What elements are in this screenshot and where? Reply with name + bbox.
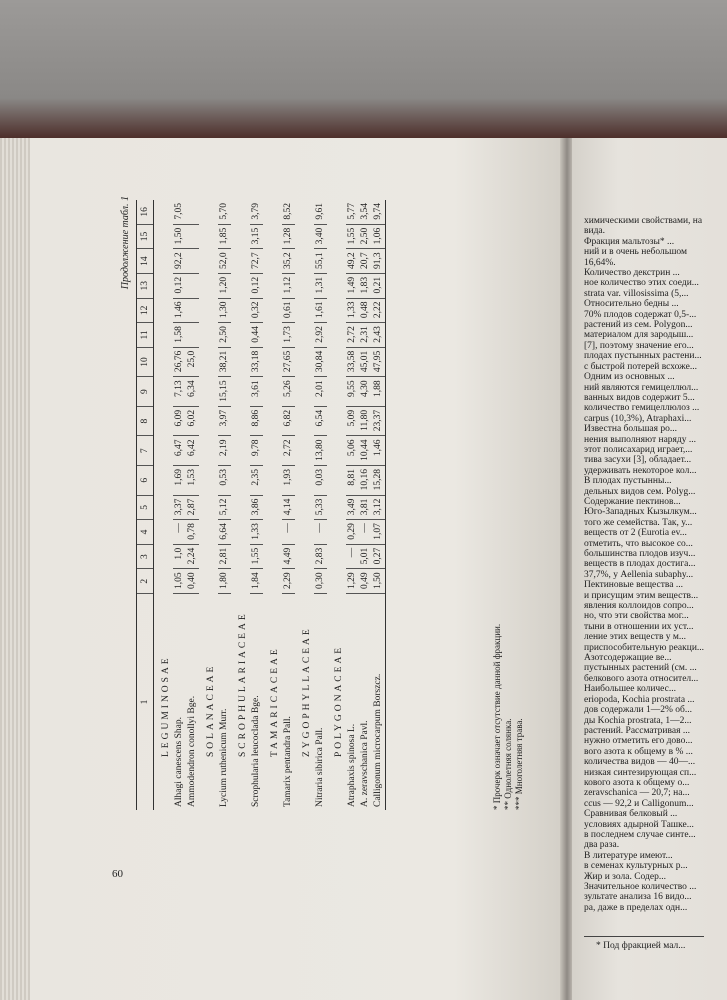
value-cell: 1,28 [282, 224, 295, 249]
value-cell: — [359, 520, 372, 545]
table-continuation-title: Продолжение табл. 1 [120, 196, 131, 290]
value-cell: — [173, 520, 186, 545]
value-cell: 92,2 [173, 249, 186, 274]
table-body [154, 200, 386, 810]
value-cell: 27,65 [282, 347, 295, 377]
text-line: но, что эти свойства мог... [584, 611, 689, 622]
text-line: ванных видов содержит 5... [584, 392, 695, 403]
text-line: приспособительную реакци... [584, 642, 705, 653]
column-header: 7 [137, 436, 154, 466]
value-cell: 3,79 [250, 200, 263, 224]
column-header: 1 [137, 594, 154, 811]
value-cell: 13,80 [314, 436, 327, 466]
table-row [359, 200, 372, 810]
value-cell: 2,24 [186, 544, 199, 569]
table-row [173, 200, 186, 810]
table-row [346, 200, 359, 810]
value-cell: 1,88 [372, 377, 386, 407]
column-header: 11 [137, 323, 154, 348]
value-cell: 2,31 [359, 323, 372, 348]
value-cell: 9,74 [372, 200, 386, 224]
table-row [372, 200, 386, 810]
text-line: и присущим этим веществ... [584, 590, 699, 601]
value-cell: 8,86 [250, 406, 263, 436]
text-line: 37,7%, у Aellenia subaphy... [584, 569, 694, 580]
value-cell: 1,84 [250, 569, 263, 594]
value-cell [186, 298, 199, 323]
text-line: большинства плодов изуч... [584, 549, 696, 559]
column-header: 5 [137, 495, 154, 520]
text-line: Пектиновые вещества ... [584, 580, 683, 591]
value-cell: 23,37 [372, 406, 386, 436]
column-header: 4 [137, 520, 154, 545]
text-line: нужно отметить его дово... [584, 736, 693, 747]
text-line: Количество декстрин ... [584, 268, 680, 279]
value-cell: 1,07 [372, 520, 386, 545]
value-cell: 0,27 [372, 544, 386, 569]
value-cell: 1,46 [372, 436, 386, 466]
value-cell: 9,78 [250, 436, 263, 466]
background-top [0, 0, 727, 140]
table-row [282, 200, 295, 810]
family-name: LEGUMINOSAE [161, 655, 171, 757]
text-line: явления коллоидов сопро... [584, 601, 694, 612]
page-number: 60 [112, 868, 123, 880]
value-cell: 15,28 [372, 466, 386, 496]
value-cell: 26,76 [173, 347, 186, 377]
value-cell [186, 273, 199, 298]
text-line: с быстрой потерей всхоже... [584, 361, 697, 372]
family-name: POLYGONACEAE [334, 644, 344, 757]
value-cell: 3,54 [359, 200, 372, 224]
text-line: растений. Рассматривая ... [584, 725, 690, 736]
value-cell: 33,18 [250, 347, 263, 377]
text-line: пустынных растений (см. ... [584, 663, 697, 674]
footnote: *** Многолетняя трава. [514, 718, 524, 810]
text-line: белкового азота относител... [584, 673, 699, 684]
value-cell: 1,50 [173, 224, 186, 249]
footnote: ** Однолетняя солянка. [503, 718, 513, 810]
value-cell: 15,15 [218, 377, 231, 407]
value-cell: 6,54 [314, 406, 327, 436]
value-cell: 1,55 [346, 224, 359, 249]
species-name-cell: Lycium ruthenicum Murr. [219, 708, 229, 807]
species-name-cell: Tamarix pentandra Pall. [283, 716, 293, 807]
value-cell: 3,61 [250, 377, 263, 407]
value-cell: 2,35 [250, 466, 263, 496]
value-cell: 0,78 [186, 520, 199, 545]
text-line: carpus (10,3%), Atraphaxi... [584, 413, 692, 424]
value-cell: 3,81 [359, 495, 372, 520]
value-cell: 1,61 [314, 298, 327, 323]
value-cell: 25,0 [186, 347, 199, 377]
value-cell: 2,72 [282, 436, 295, 466]
value-cell: 0,49 [359, 569, 372, 594]
text-line: в последнем случае синте... [584, 829, 696, 840]
value-cell: 2,92 [314, 323, 327, 348]
text-line: Известна большая ро... [584, 424, 677, 435]
family-row [199, 200, 218, 810]
value-cell: 5,06 [346, 436, 359, 466]
species-name-cell: Scrophularia leucoclada Bge. [251, 695, 261, 807]
value-cell [186, 249, 199, 274]
text-line: zeravschanica — 20,7; на... [584, 788, 690, 799]
data-table [136, 200, 386, 810]
value-cell: 1,33 [250, 520, 263, 545]
value-cell: 2,01 [314, 377, 327, 407]
table-row [250, 200, 263, 810]
value-cell: 2,22 [372, 298, 386, 323]
value-cell: 0,61 [282, 298, 295, 323]
value-cell: 0,48 [359, 298, 372, 323]
value-cell: 2,29 [282, 569, 295, 594]
value-cell: 6,82 [282, 406, 295, 436]
value-cell: 33,58 [346, 347, 359, 377]
value-cell: 0,12 [173, 273, 186, 298]
value-cell: 2,19 [218, 436, 231, 466]
text-line: Содержание пектинов... [584, 496, 681, 507]
value-cell: 1,58 [173, 323, 186, 348]
value-cell: 3,40 [314, 224, 327, 249]
text-line: веществ в плодах достига... [584, 559, 696, 570]
text-line: ccus — 92,2 и Calligonum... [584, 798, 694, 809]
value-cell: 1,53 [186, 466, 199, 496]
value-cell: 0,53 [218, 466, 231, 496]
text-line: кового азота к общему о... [584, 777, 690, 788]
family-name: SOLANACEAE [206, 663, 216, 757]
value-cell: 4,30 [359, 377, 372, 407]
value-cell: 2,83 [314, 544, 327, 569]
value-cell: 5,26 [282, 377, 295, 407]
column-header: 6 [137, 466, 154, 496]
text-line: низкая синтезирующая сп... [584, 767, 697, 778]
value-cell: 10,16 [359, 466, 372, 496]
text-line: ра, даже в пределах одн... [584, 902, 688, 913]
species-name-cell: Atraphaxis spinosa L. [347, 723, 357, 807]
text-line: количество гемицеллюлоз ... [584, 403, 700, 414]
table-row [218, 200, 231, 810]
species-name-cell: Alhagi canescens Shap. [174, 717, 184, 807]
value-cell: 6,47 [173, 436, 186, 466]
value-cell: 72,7 [250, 249, 263, 274]
table-row [186, 200, 199, 810]
value-cell: — [282, 520, 295, 545]
value-cell: 5,09 [346, 406, 359, 436]
value-cell: 6,02 [186, 406, 199, 436]
text-line: удерживать некоторое кол... [584, 465, 697, 476]
value-cell: 1,46 [173, 298, 186, 323]
value-cell: 3,49 [346, 495, 359, 520]
value-cell: 2,72 [346, 323, 359, 348]
text-line: [7], поэтому значение его... [584, 340, 694, 351]
value-cell: 8,81 [346, 466, 359, 496]
value-cell: 6,42 [186, 436, 199, 466]
family-row [154, 200, 174, 810]
value-cell: 0,21 [372, 273, 386, 298]
value-cell: 5,70 [218, 200, 231, 224]
text-line: Относительно бедны ... [584, 299, 679, 310]
value-cell: 2,50 [218, 323, 231, 348]
text-line: этот полисахарид играет,... [584, 444, 693, 455]
column-header: 3 [137, 544, 154, 569]
text-line: вого азота к общему в % ... [584, 746, 693, 757]
value-cell: 1,06 [372, 224, 386, 249]
value-cell: 20,7 [359, 249, 372, 274]
text-line: Юго-Западных Кызылкум... [584, 507, 697, 518]
column-header: 9 [137, 377, 154, 407]
column-header: 15 [137, 224, 154, 249]
value-cell: 5,01 [359, 544, 372, 569]
text-line: отметить, что высокое со... [584, 538, 693, 549]
value-cell: 55,1 [314, 249, 327, 274]
value-cell: 3,37 [173, 495, 186, 520]
text-line: strata var. villosissima (5,... [584, 288, 689, 299]
value-cell: 0,44 [250, 323, 263, 348]
value-cell: 35,2 [282, 249, 295, 274]
value-cell [186, 200, 199, 224]
text-line: тыни в отношении их уст... [584, 621, 694, 632]
value-cell: 3,86 [250, 495, 263, 520]
text-line: ное количество этих соеди... [584, 278, 699, 289]
text-line: Фракция мальтозы* ... [584, 236, 675, 247]
column-header: 10 [137, 347, 154, 377]
column-header: 8 [137, 406, 154, 436]
value-cell: 1,85 [218, 224, 231, 249]
text-line: ний являются гемицеллюл... [584, 382, 699, 393]
value-cell: — [314, 520, 327, 545]
right-page-footnote: * Под фракцией мал... [596, 941, 686, 951]
text-line: условиях адырной Ташке... [584, 819, 694, 830]
text-line: материалом для зародыш... [584, 330, 694, 341]
value-cell: 1,50 [372, 569, 386, 594]
value-cell: 5,33 [314, 495, 327, 520]
species-name-cell: Nitraria sibirica Pall. [315, 727, 325, 807]
value-cell: 0,30 [314, 569, 327, 594]
text-line: в семенах культурных р... [584, 861, 688, 872]
text-line: Значительное количество ... [584, 882, 697, 892]
value-cell: 0,12 [250, 273, 263, 298]
value-cell: 1,33 [346, 298, 359, 323]
value-cell: 52,0 [218, 249, 231, 274]
value-cell: 5,77 [346, 200, 359, 224]
value-cell: 1,73 [282, 323, 295, 348]
value-cell: 1,12 [282, 273, 295, 298]
value-cell: 4,49 [282, 544, 295, 569]
text-line: плодах пустынных растени... [584, 351, 702, 362]
text-line: Одним из основных ... [584, 372, 675, 383]
text-line: дельных видов сем. Polyg... [584, 486, 696, 497]
value-cell: 1,05 [173, 569, 186, 594]
text-line: нения выполняют наряду ... [584, 434, 696, 445]
species-name-cell: Calligonum microcarpum Borszcz. [372, 594, 386, 811]
text-line: eriopoda, Kochia prostrata ... [584, 694, 695, 705]
value-cell: 8,52 [282, 200, 295, 224]
right-page [572, 138, 727, 1000]
text-line: Азотсодержащие ве... [584, 653, 672, 664]
value-cell: 6,34 [186, 377, 199, 407]
text-line: веществ от 2 (Eurotia ev... [584, 528, 687, 539]
value-cell: 1,49 [346, 273, 359, 298]
text-line: химическими свойствами, на [584, 216, 703, 226]
page-edge [0, 138, 30, 1000]
text-line: Наибольшее количес... [584, 684, 676, 695]
table-footnotes [492, 624, 525, 810]
value-cell: 3,12 [372, 495, 386, 520]
text-line: количества видов — 40—... [584, 757, 696, 768]
value-cell: 5,12 [218, 495, 231, 520]
text-line: ний и в очень небольшом [584, 247, 687, 258]
value-cell: 47,95 [372, 347, 386, 377]
value-cell: 1,31 [314, 273, 327, 298]
text-line: тива засухи [3], обладает... [584, 455, 692, 466]
value-cell: 2,50 [359, 224, 372, 249]
value-cell: 30,84 [314, 347, 327, 377]
value-cell: 3,15 [250, 224, 263, 249]
value-cell: 4,14 [282, 495, 295, 520]
text-line: вида. [584, 226, 605, 237]
column-header: 16 [137, 200, 154, 224]
value-cell: 49,2 [346, 249, 359, 274]
column-header: 12 [137, 298, 154, 323]
value-cell [186, 323, 199, 348]
text-line: ление этих веществ у м... [584, 632, 687, 643]
column-header: 14 [137, 249, 154, 274]
family-row [295, 200, 314, 810]
value-cell: — [346, 544, 359, 569]
value-cell [186, 224, 199, 249]
text-line: В литературе имеют... [584, 850, 673, 861]
value-cell: 1,93 [282, 466, 295, 496]
table-header-row [137, 200, 154, 810]
text-line: дов содержали 1—2% об... [584, 705, 692, 716]
value-cell: 0,40 [186, 569, 199, 594]
family-row [327, 200, 346, 810]
value-cell: 1,20 [218, 273, 231, 298]
value-cell: 3,97 [218, 406, 231, 436]
value-cell: 45,01 [359, 347, 372, 377]
value-cell: 1,30 [218, 298, 231, 323]
value-cell: 0,29 [346, 520, 359, 545]
text-line: Жир и зола. Содер... [584, 871, 666, 882]
value-cell: 9,61 [314, 200, 327, 224]
text-line: ды Kochia prostrata, 1—2... [584, 715, 692, 726]
species-name-cell: A. zeravschanica Pavl. [360, 720, 370, 807]
value-cell: 7,05 [173, 200, 186, 224]
family-row [231, 200, 250, 810]
footnote-rule [584, 936, 704, 937]
text-line: В плодах пустынны... [584, 476, 672, 487]
value-cell: 0,32 [250, 298, 263, 323]
value-cell: 9,55 [346, 377, 359, 407]
family-name: SCROPHULARIACEAE [238, 611, 248, 757]
value-cell: 6,64 [218, 520, 231, 545]
table-row [314, 200, 327, 810]
right-page-text [584, 216, 727, 913]
value-cell: 1,0 [173, 544, 186, 569]
value-cell: 10,44 [359, 436, 372, 466]
value-cell: 6,09 [173, 406, 186, 436]
value-cell: 2,43 [372, 323, 386, 348]
value-cell: 1,55 [250, 544, 263, 569]
text-line: 16,64%. [584, 257, 616, 268]
value-cell: 1,69 [173, 466, 186, 496]
column-header: 13 [137, 273, 154, 298]
text-line: растений из сем. Polygon... [584, 320, 693, 331]
rotated-table-block [120, 190, 550, 810]
family-row [263, 200, 282, 810]
text-line: 70% плодов содержат 0,5-... [584, 309, 697, 320]
value-cell: 1,29 [346, 569, 359, 594]
text-line: Сравнивая белковый ... [584, 809, 678, 820]
value-cell: 91,3 [372, 249, 386, 274]
family-name: ZYGOPHYLLACEAE [302, 626, 312, 757]
text-line: того же семейства. Так, у... [584, 517, 693, 528]
footnote: * Прочерк означает отсутствие данной фракции. [492, 623, 502, 810]
value-cell: 2,87 [186, 495, 199, 520]
value-cell: 1,83 [359, 273, 372, 298]
species-name-cell: Ammodendron conollyi Bge. [187, 695, 197, 807]
value-cell: 11,80 [359, 406, 372, 436]
value-cell: 7,13 [173, 377, 186, 407]
value-cell: 38,21 [218, 347, 231, 377]
value-cell: 2,81 [218, 544, 231, 569]
family-name: TAMARICACEAE [270, 646, 280, 757]
text-line: два раза. [584, 840, 620, 851]
text-line: зультате анализа 16 видо... [584, 892, 692, 903]
value-cell: 0,03 [314, 466, 327, 496]
column-header: 2 [137, 569, 154, 594]
value-cell: 1,80 [218, 569, 231, 594]
